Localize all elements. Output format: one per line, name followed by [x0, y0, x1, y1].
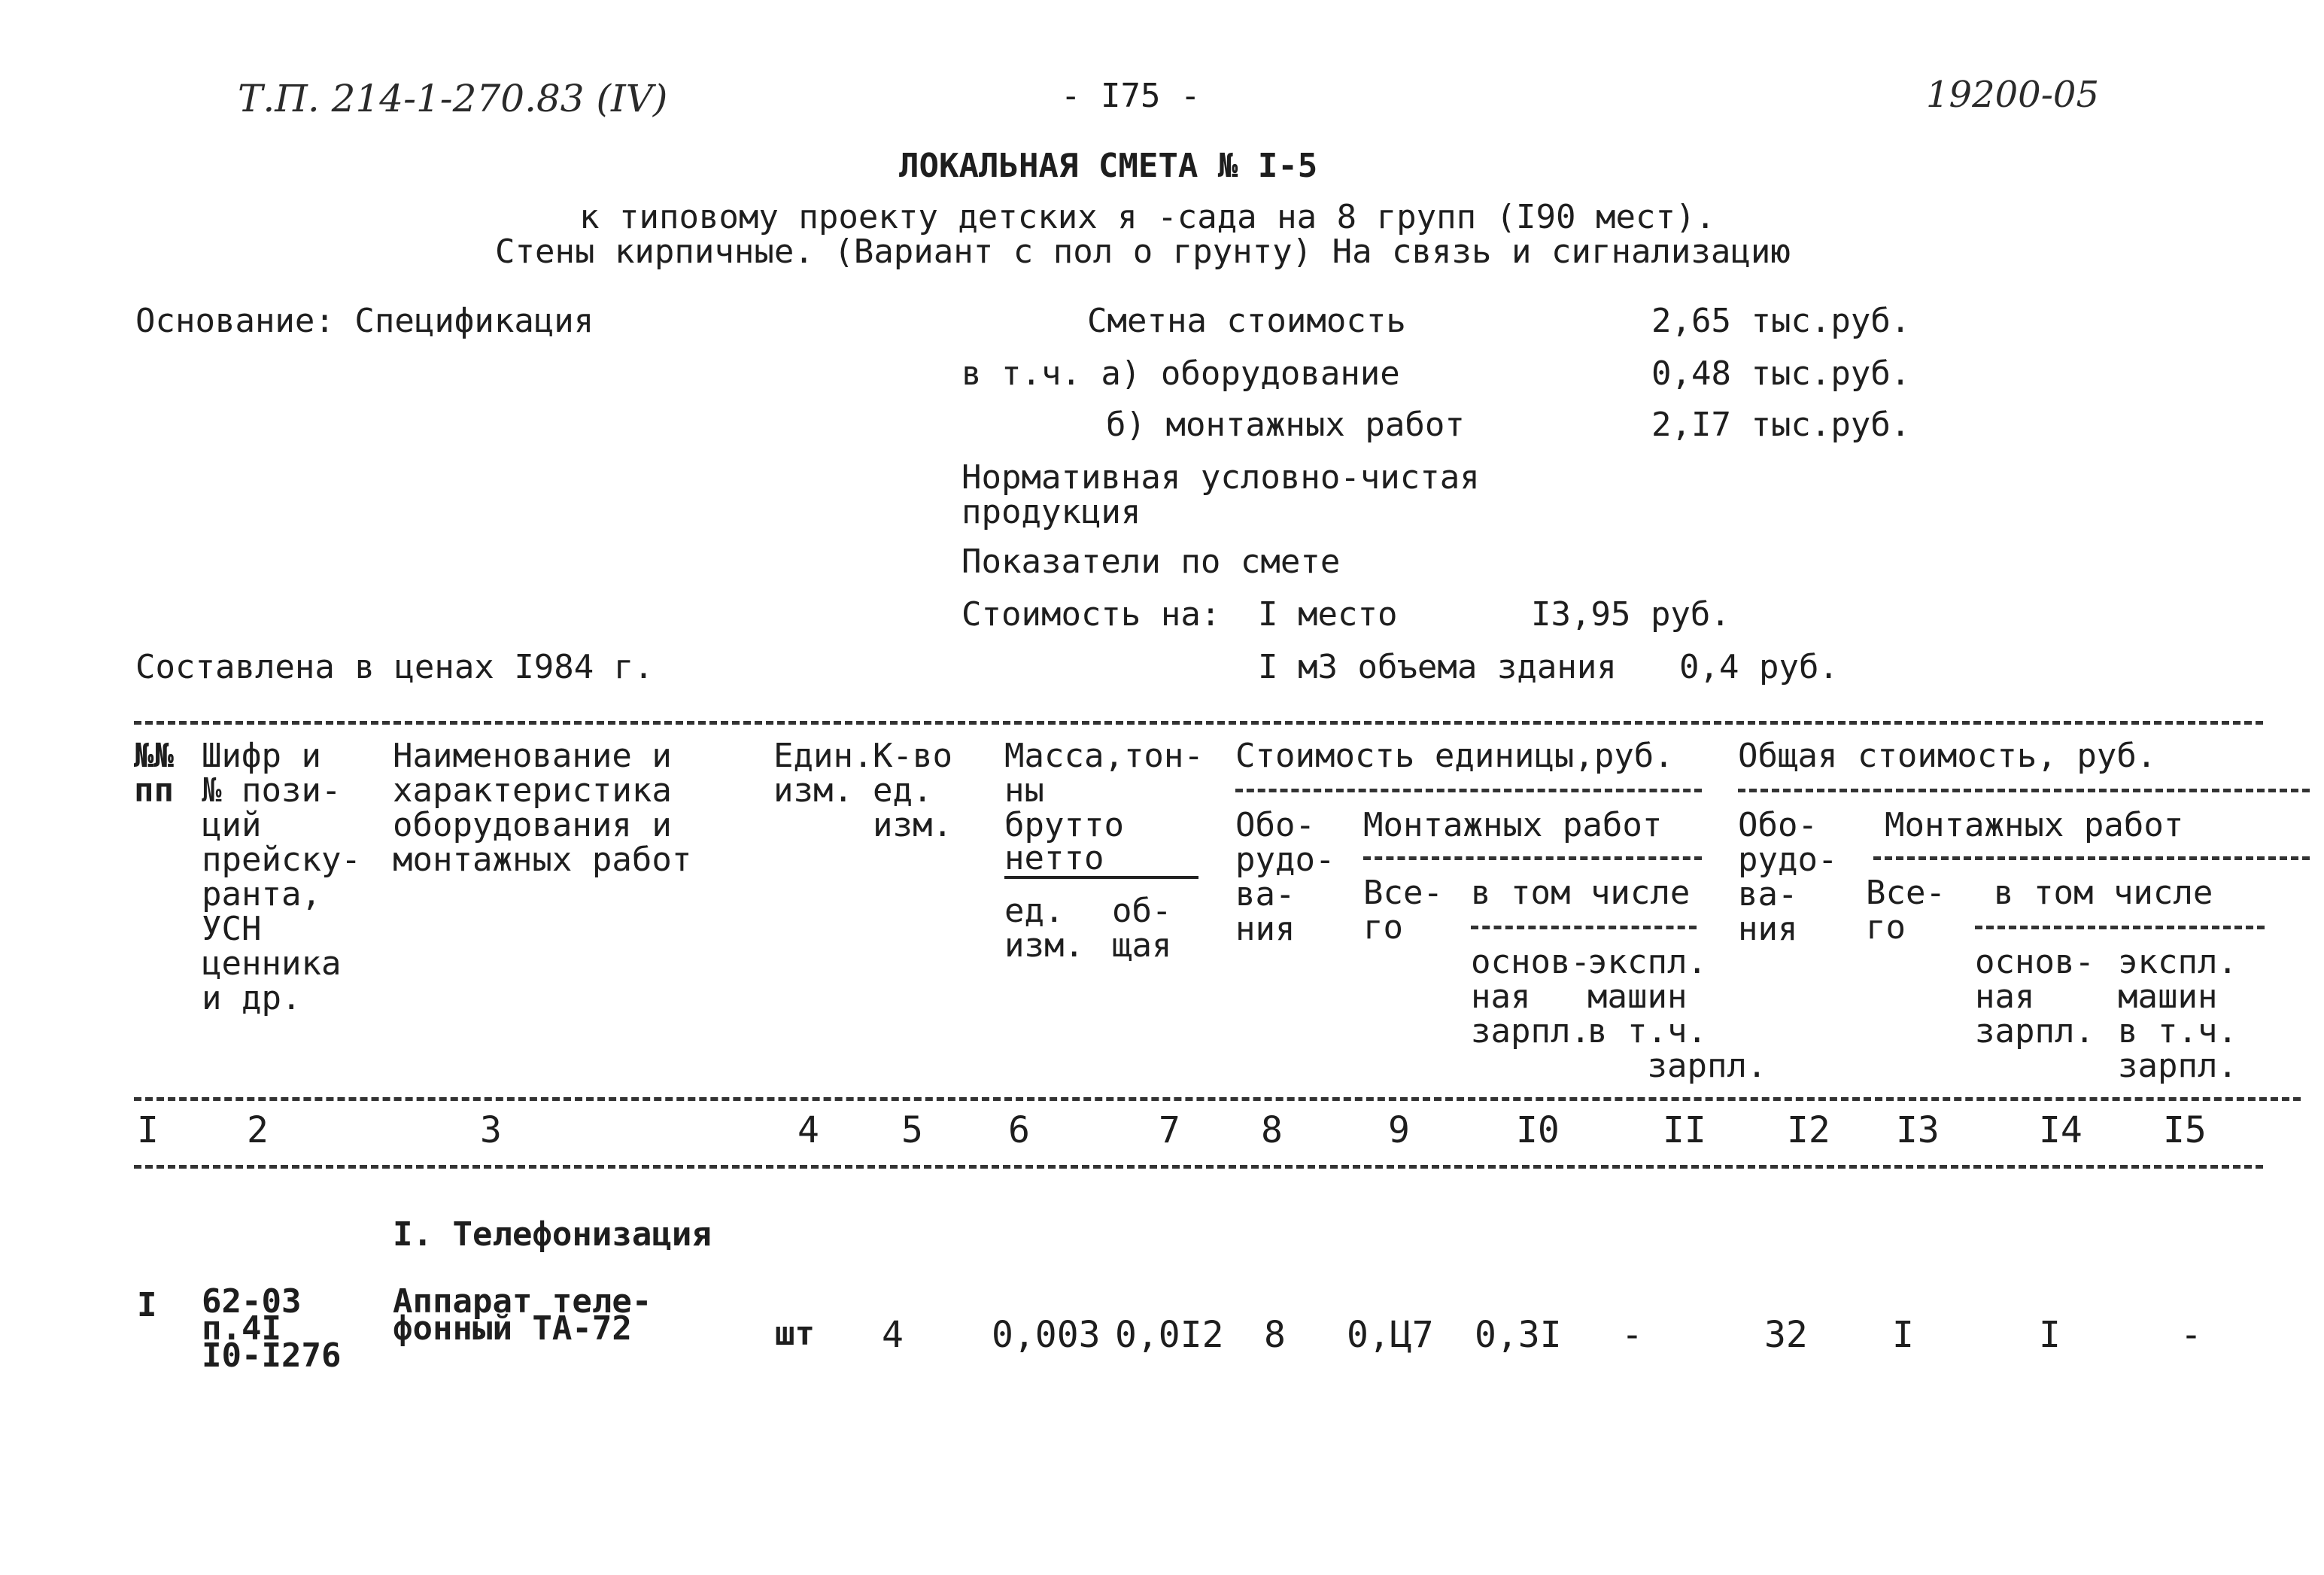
total-incl-rule — [1975, 926, 2265, 929]
registry-number: 19200-05 — [1926, 74, 2099, 116]
col-number: I0 — [1516, 1109, 1560, 1151]
install-label: б) монтажных работ — [1106, 406, 1465, 444]
header-total-machines: экспл. машин в т.ч. зарпл. — [2118, 943, 2237, 1085]
col-number: I — [137, 1109, 159, 1151]
row-number: I — [137, 1286, 157, 1324]
row-unit-base-wage: 0,3I — [1475, 1314, 1562, 1356]
normative-label: Нормативная условно-чистая продукция — [961, 458, 1480, 531]
header-quantity: К-во ед. изм. — [873, 737, 952, 844]
header-unit-cost: Стоимость единицы,руб. — [1235, 737, 1674, 775]
total-cost-rule — [1738, 789, 2310, 792]
header-total-base-wage: основ- ная зарпл. — [1975, 943, 2095, 1051]
header-mass-unit: ед. изм. — [1004, 892, 1084, 965]
header-row-number: №№ пп — [134, 737, 174, 810]
col-number: I3 — [1896, 1109, 1940, 1151]
row-total-machines: - — [2180, 1314, 2202, 1356]
row-unit-install-total: 0,Ц7 — [1347, 1314, 1434, 1356]
basis: Основание: Спецификация — [135, 302, 594, 340]
per-m3-label: I м3 объема здания — [1258, 648, 1617, 686]
header-unit-incl: в том числе — [1471, 874, 1691, 912]
header-total-incl: в том числе — [1994, 874, 2213, 912]
row-total-base-wage: I — [2039, 1314, 2061, 1356]
row-mass-total: 0,0I2 — [1115, 1314, 1224, 1356]
header-total-install-total: Все- го — [1866, 874, 1946, 947]
project-code: Т.П. 214-1-270.83 (IV) — [238, 77, 668, 120]
cost-per-label: Стоимость на: — [961, 595, 1221, 634]
section-title: I. Телефонизация — [393, 1215, 712, 1254]
unit-install-rule — [1363, 856, 1702, 860]
subtitle-line-1: к типовому проекту детских я -сада на 8 групп (I90 мест). — [579, 198, 1715, 236]
col-number: I4 — [2039, 1109, 2082, 1151]
row-total-equipment: 32 — [1764, 1314, 1808, 1356]
col-number: 6 — [1008, 1109, 1030, 1151]
header-unit-base-wage: основ- ная зарпл. — [1471, 943, 1590, 1051]
header-name: Наименование и характеристика оборудования и монтажных работ — [393, 737, 692, 879]
col-number: I5 — [2163, 1109, 2207, 1151]
header-mass-gross: брутто — [1004, 806, 1124, 844]
cost-value: 2,65 тыс.руб. — [1651, 302, 1911, 340]
cost-label: Сметна стоимость — [1087, 302, 1406, 340]
header-mass: Масса,тон- ны — [1004, 737, 1204, 810]
row-mass-unit: 0,003 — [992, 1314, 1101, 1356]
header-mass-total: об- щая — [1112, 892, 1172, 965]
row-total-install: I — [1892, 1314, 1914, 1356]
header-unit-equipment: Обо- рудо- ва- ния — [1235, 806, 1335, 948]
subtitle-line-2: Стены кирпичные. (Вариант с пол о грунту) На связь и сигнализацию — [495, 233, 1791, 271]
col-number: 3 — [480, 1109, 502, 1151]
unit-cost-rule — [1235, 789, 1702, 792]
col-number: 7 — [1159, 1109, 1180, 1151]
per-place-label: I место — [1258, 595, 1398, 634]
header-total-equipment: Обо- рудо- ва- ния — [1738, 806, 1838, 948]
col-number: 9 — [1388, 1109, 1410, 1151]
header-total-cost: Общая стоимость, руб. — [1738, 737, 2157, 775]
install-value: 2,I7 тыс.руб. — [1651, 406, 1911, 444]
row-unit-equipment: 8 — [1264, 1314, 1286, 1356]
header-code: Шифр и № пози- ций прейску- ранта, УСН ценника и др. — [202, 737, 361, 1017]
prices-year: Составлена в ценах I984 г. — [135, 648, 654, 686]
table-top-rule — [134, 721, 2263, 725]
equipment-label: в т.ч. а) оборудование — [961, 354, 1400, 393]
row-unit-machines: - — [1621, 1314, 1643, 1356]
header-mass-net: нетто — [1004, 839, 1104, 877]
header-unit-install-total: Все- го — [1363, 874, 1443, 947]
col-number: 2 — [247, 1109, 269, 1151]
row-name: Аппарат теле- фонный ТА-72 — [393, 1282, 652, 1348]
header-bottom-rule — [134, 1097, 2301, 1101]
per-m3-value: 0,4 руб. — [1679, 648, 1839, 686]
col-number: 4 — [797, 1109, 819, 1151]
header-total-install: Монтажных работ — [1885, 806, 2184, 844]
indicators-label: Показатели по смете — [961, 543, 1341, 581]
col-number: 8 — [1261, 1109, 1283, 1151]
row-unit: шт — [775, 1315, 815, 1353]
header-unit-install: Монтажных работ — [1363, 806, 1663, 844]
header-unit-machines: экспл. машин в т.ч. зарпл. — [1587, 943, 1767, 1085]
row-quantity: 4 — [882, 1314, 904, 1356]
col-number: 5 — [901, 1109, 923, 1151]
col-number: II — [1663, 1109, 1706, 1151]
col-number: I2 — [1787, 1109, 1830, 1151]
col-numbers-rule — [134, 1165, 2263, 1169]
total-install-rule — [1873, 856, 2310, 860]
per-place-value: I3,95 руб. — [1531, 595, 1730, 634]
header-unit: Един. изм. — [773, 737, 873, 810]
equipment-value: 0,48 тыс.руб. — [1651, 354, 1911, 393]
document-title: ЛОКАЛЬНАЯ СМЕТА № I-5 — [899, 147, 1318, 185]
unit-incl-rule — [1471, 926, 1697, 929]
row-code: 62-03 п.4I I0-I276 — [202, 1282, 342, 1375]
page-number: - I75 - — [1061, 77, 1201, 115]
